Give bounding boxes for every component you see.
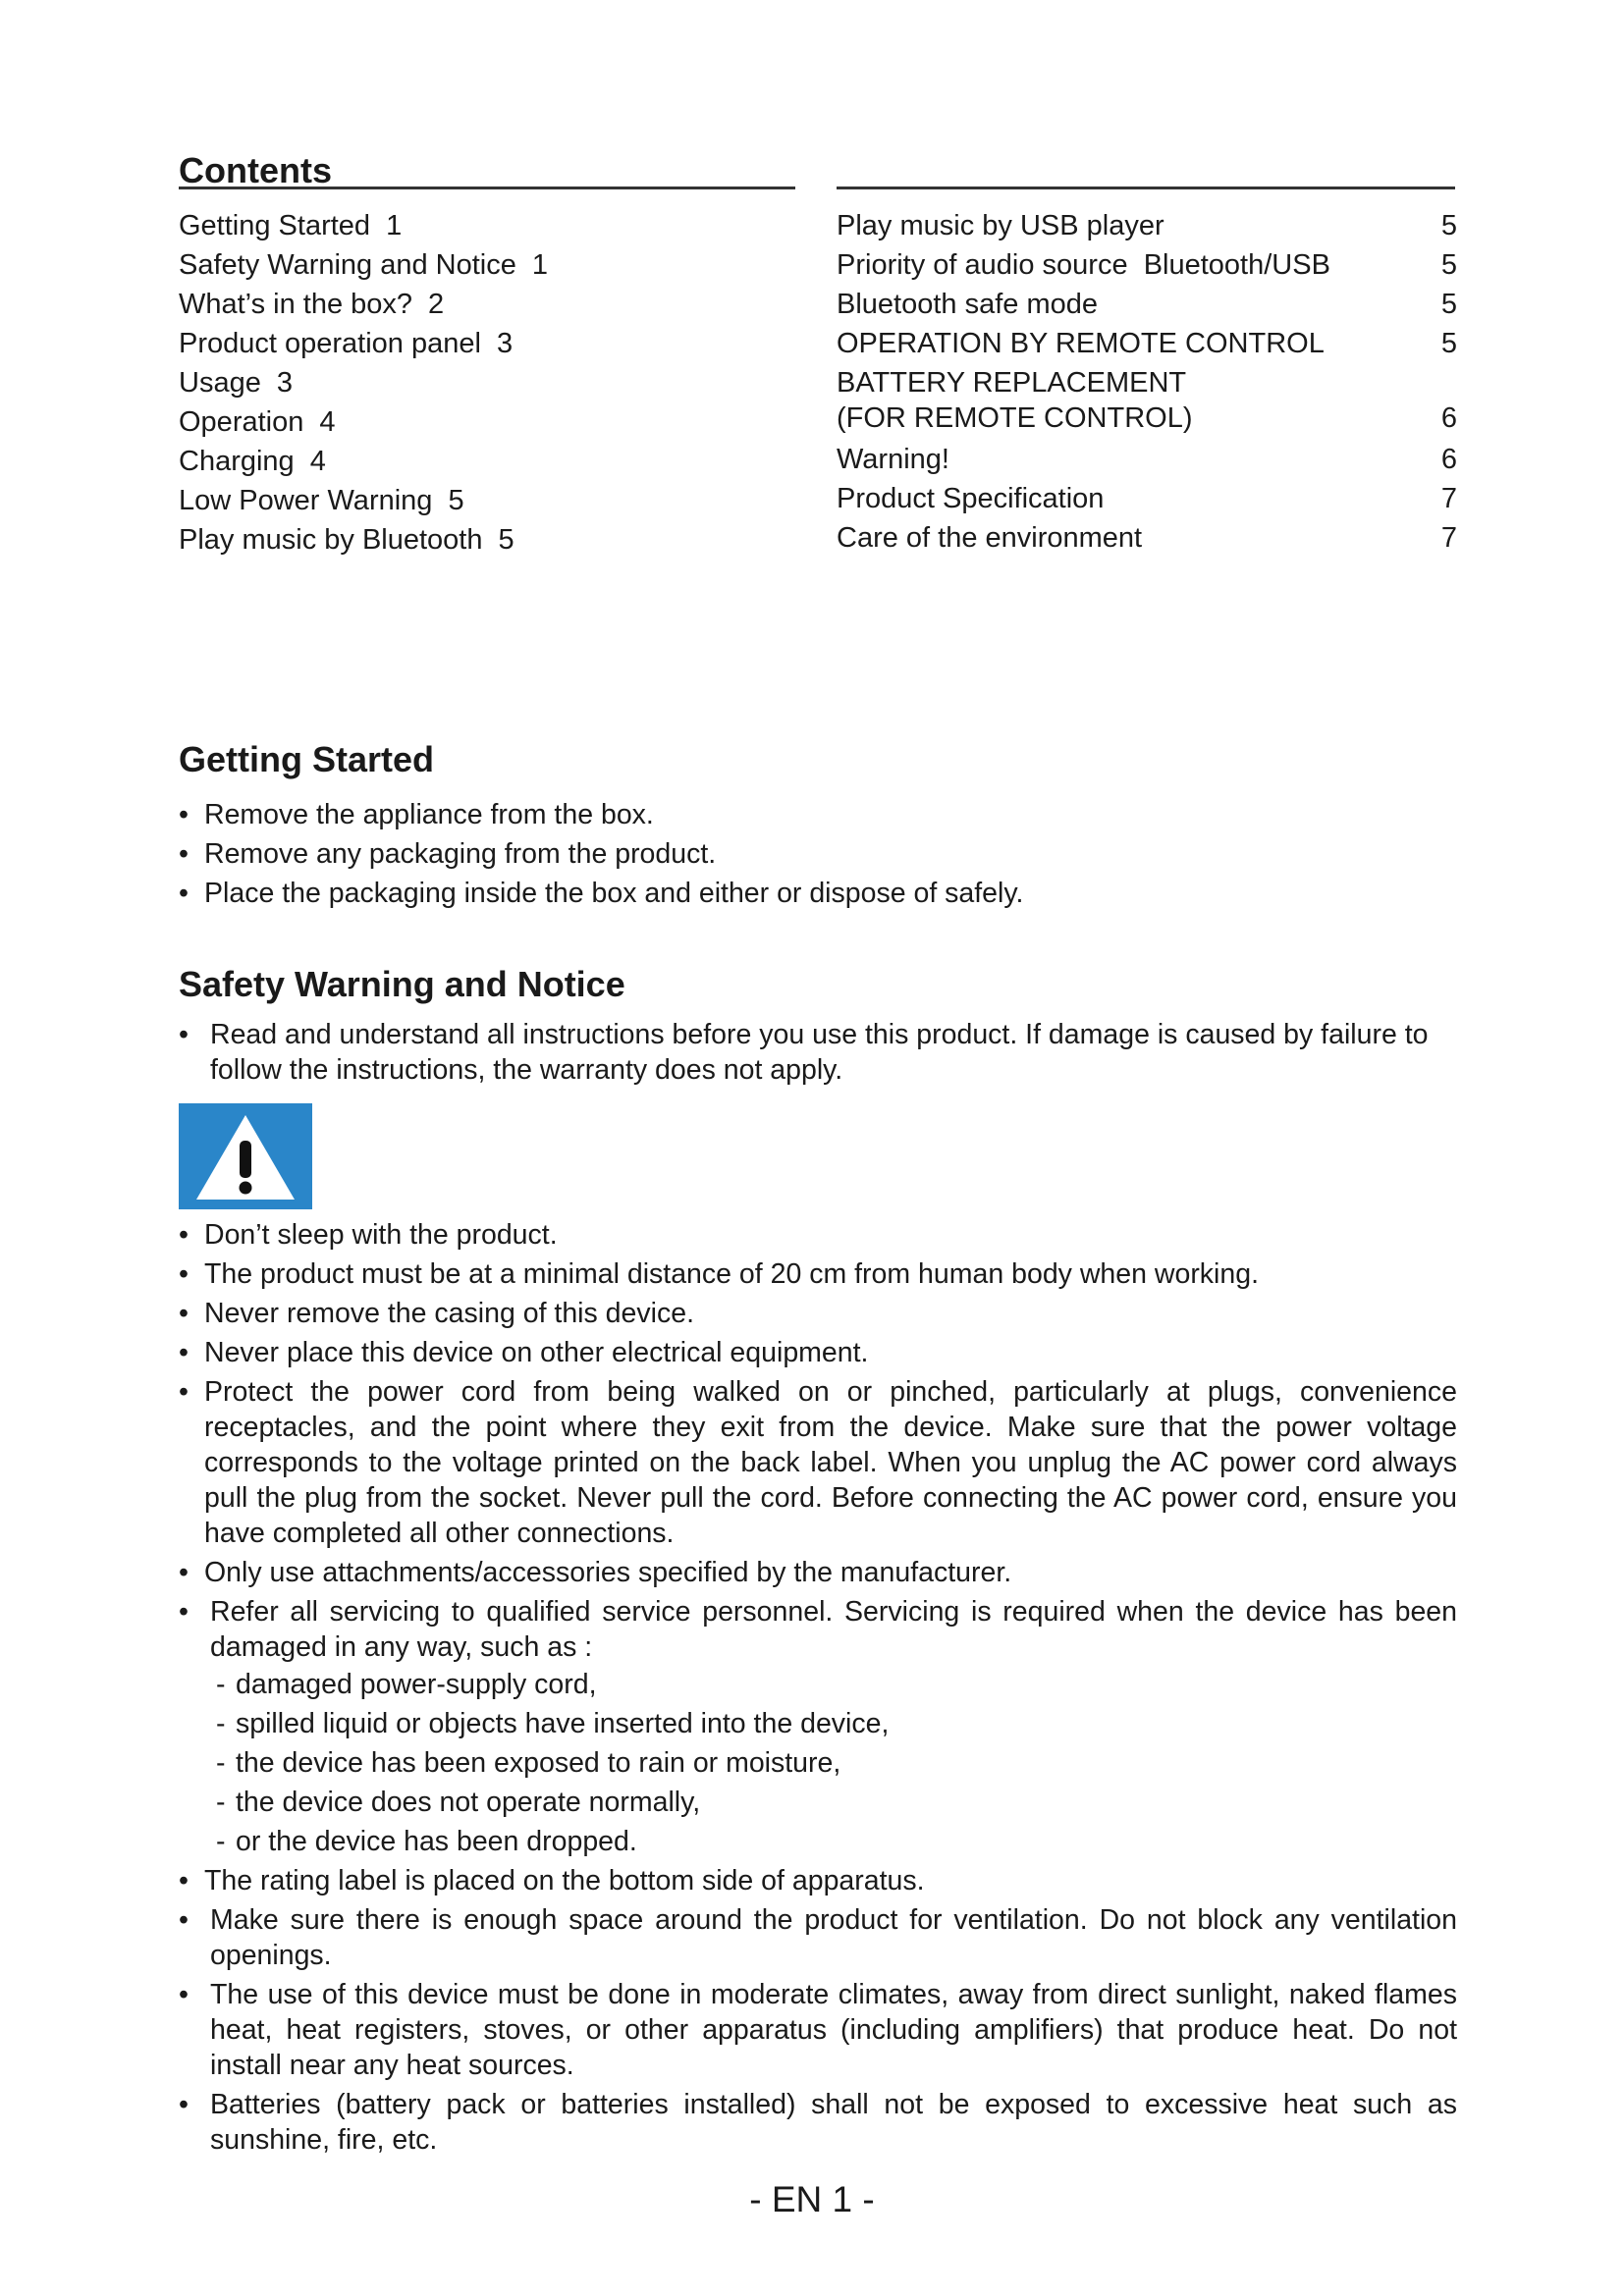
list-item: • The use of this device must be done in moderate climates, away from direct sunlight, naked flames heat, heat registers, stoves, or other apparatus (including amplifiers) that produce heat. Do not install near any heat sources. — [179, 1977, 1457, 2083]
toc-entry[interactable]: Priority of audio source Bluetooth/USB 5 — [837, 249, 1457, 281]
toc-entry[interactable]: Charging 4 — [179, 446, 326, 477]
toc-entry[interactable]: Warning! 6 — [837, 444, 1457, 475]
toc-entry[interactable]: Care of the environment 7 — [837, 522, 1457, 554]
contents-rule-left — [179, 187, 795, 189]
toc-entry[interactable]: OPERATION BY REMOTE CONTROL 5 — [837, 328, 1457, 359]
list-item: • Place the packaging inside the box and either or dispose of safely. — [179, 876, 1457, 911]
list-item: - the device has been exposed to rain or moisture, — [210, 1745, 1457, 1781]
toc-entry[interactable]: What’s in the box? 2 — [179, 289, 445, 320]
list-item: • Never remove the casing of this device. — [179, 1296, 1457, 1331]
toc-entry[interactable]: Safety Warning and Notice 1 — [179, 249, 549, 281]
servicing-cases-list — [210, 1667, 1457, 1859]
contents-title: Contents — [179, 150, 332, 190]
toc-entry[interactable]: Operation 4 — [179, 406, 336, 438]
list-item: • Batteries (battery pack or batteries installed) shall not be exposed to excessive heat such as sunshine, fire, etc. — [179, 2087, 1457, 2158]
list-item: - damaged power-supply cord, — [210, 1667, 1457, 1702]
list-item: - or the device has been dropped. — [210, 1824, 1457, 1859]
toc-entry[interactable]: Product operation panel 3 — [179, 328, 514, 359]
list-item: - the device does not operate normally, — [210, 1785, 1457, 1820]
toc-entry[interactable]: Bluetooth safe mode 5 — [837, 289, 1457, 320]
list-item: • Make sure there is enough space around the product for ventilation. Do not block any ventilation openings. — [179, 1902, 1457, 1973]
list-item: • Remove the appliance from the box. — [179, 797, 1457, 832]
getting-started-heading: Getting Started — [179, 739, 435, 779]
page-number: - EN 1 - — [749, 2179, 875, 2219]
contents-right-column — [837, 206, 1457, 558]
list-item: • Remove any packaging from the product. — [179, 836, 1457, 872]
list-item: • The product must be at a minimal distance of 20 cm from human body when working. — [179, 1256, 1457, 1292]
list-item: • Protect the power cord from being walked on or pinched, particularly at plugs, convenience receptacles, and the point where they exit from the device. Make sure that the power voltage corresponds to the voltage printed on the back label. When you unplug the AC power cord always pull the plug from the socket. Never pull the cord. Before connecting the AC power cord, ensure you have completed all other connections. — [179, 1374, 1457, 1551]
contents-left-column — [179, 206, 768, 560]
toc-entry[interactable]: Product Specification 7 — [837, 483, 1457, 514]
list-item: • Read and understand all instructions before you use this product. If damage is caused by failure to follow the instructions, the warranty does not apply. — [179, 1017, 1457, 1088]
toc-entry[interactable]: Usage 3 — [179, 367, 293, 399]
list-item: • Never place this device on other electrical equipment. — [179, 1335, 1457, 1370]
safety-list — [179, 1217, 1457, 2162]
list-item: - spilled liquid or objects have inserted into the device, — [210, 1706, 1457, 1741]
safety-heading: Safety Warning and Notice — [179, 964, 625, 1004]
toc-entry[interactable]: Getting Started 1 — [179, 210, 403, 241]
list-item: • The rating label is placed on the bottom side of apparatus. — [179, 1863, 1457, 1898]
safety-intro-list — [179, 1017, 1457, 1092]
toc-entry[interactable]: Play music by Bluetooth 5 — [179, 524, 514, 556]
toc-entry[interactable]: Play music by USB player 5 — [837, 210, 1457, 241]
contents-rule-right — [837, 187, 1455, 189]
list-item: • Don’t sleep with the product. — [179, 1217, 1457, 1253]
list-item: • Only use attachments/accessories specified by the manufacturer. — [179, 1555, 1457, 1590]
getting-started-list — [179, 797, 1457, 915]
toc-entry[interactable]: BATTERY REPLACEMENT (FOR REMOTE CONTROL) 6 — [837, 367, 1457, 434]
warning-icon — [179, 1103, 312, 1209]
list-item: • Refer all servicing to qualified service personnel. Servicing is required when the device has been damaged in any way, such as : - damaged power-supply cord, - spilled liquid or objects have inserted into the device, - the device has been exposed to rain or moisture, - the device does not operate normally, - or the device has been dropped. — [179, 1594, 1457, 1859]
toc-entry[interactable]: Low Power Warning 5 — [179, 485, 464, 516]
